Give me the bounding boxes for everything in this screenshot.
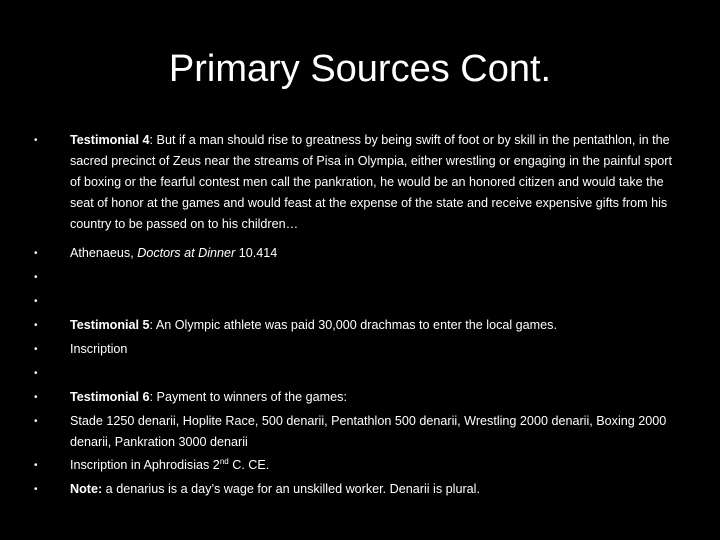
aphrodisias-post: C. CE. xyxy=(228,458,270,472)
bullet-marker: • xyxy=(34,392,38,403)
bullet-testimonial-6 xyxy=(34,387,674,411)
bullet-aphrodisias xyxy=(34,455,674,479)
aphrodisias-sup: nd xyxy=(219,456,229,466)
bullet-empty-1 xyxy=(34,267,674,291)
bullet-payments xyxy=(34,411,674,455)
testimonial-4-text: : But if a man should rise to greatness by being swift of foot or by skill in the pentathlon, in the sacred precinct of Zeus near the streams of Pisa in Olympia, either wrestling or engaging in the painful sport of boxing or the fearful contest men call the pankration, he would be an honored citizen and would take the seat of honor at the games and would feast at the expense of the state and receive expensive gifts from his country to be passed on to his children… xyxy=(70,133,673,231)
note-text: a denarius is a day’s wage for an unskilled worker. Denarii is plural. xyxy=(102,482,480,496)
bullet-empty-2 xyxy=(34,291,674,315)
bullet-marker: • xyxy=(34,272,38,283)
bullet-note xyxy=(34,479,674,503)
bullet-empty-3 xyxy=(34,363,674,387)
note-label: Note: xyxy=(70,482,103,496)
bullet-marker: • xyxy=(34,296,38,307)
source-work: Doctors at Dinner xyxy=(137,246,236,260)
bullet-marker: • xyxy=(34,135,38,146)
bullet-marker: • xyxy=(34,416,38,427)
testimonial-4-label: Testimonial 4 xyxy=(70,133,150,147)
testimonial-5-text: : An Olympic athlete was paid 30,000 drachmas to enter the local games. xyxy=(149,318,557,332)
bullet-inscription xyxy=(34,339,674,363)
bullet-athenaeus-source xyxy=(34,243,674,267)
source-author: Athenaeus, xyxy=(70,246,138,260)
bullet-testimonial-4 xyxy=(34,130,674,243)
bullet-marker: • xyxy=(34,320,38,331)
slide-body-list xyxy=(34,130,674,503)
testimonial-6-text: : Payment to winners of the games: xyxy=(149,390,347,404)
aphrodisias-pre: Inscription in Aphrodisias 2 xyxy=(70,458,220,472)
bullet-marker: • xyxy=(34,248,38,259)
bullet-marker: • xyxy=(34,344,38,355)
inscription-text: Inscription xyxy=(70,342,128,356)
bullet-testimonial-5 xyxy=(34,315,674,339)
testimonial-5-label: Testimonial 5 xyxy=(70,318,150,332)
slide-title: Primary Sources Cont. xyxy=(168,48,552,90)
payments-text: Stade 1250 denarii, Hoplite Race, 500 denarii, Pentathlon 500 denarii, Wrestling 2000 denarii, Boxing 2000 denarii, Pankration 3000 denarii xyxy=(70,414,667,449)
bullet-marker: • xyxy=(34,484,38,495)
bullet-marker: • xyxy=(34,368,38,379)
source-ref: 10.414 xyxy=(235,246,278,260)
bullet-marker: • xyxy=(34,460,38,471)
testimonial-6-label: Testimonial 6 xyxy=(70,390,150,404)
